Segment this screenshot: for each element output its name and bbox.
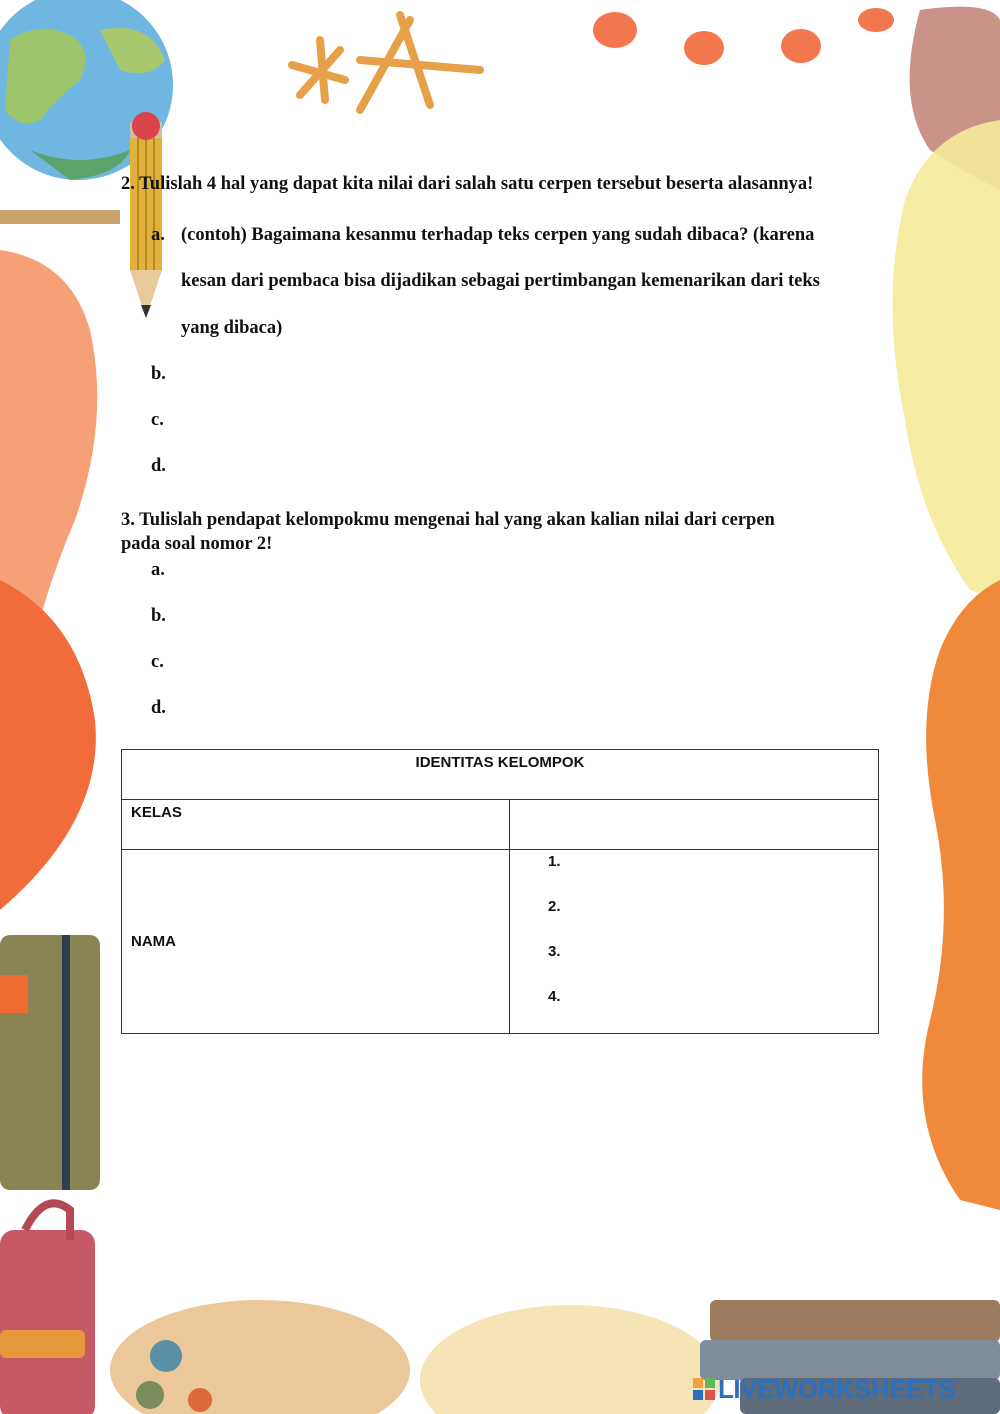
identity-table-header: IDENTITAS KELOMPOK: [122, 750, 879, 800]
question-2-option-b-letter: b.: [151, 364, 166, 384]
question-2-option-a-line1: (contoh) Bagaimana kesanmu terhadap teks cerpen yang sudah dibaca? (karena: [181, 225, 815, 245]
table-row-kelas: [122, 800, 879, 850]
member-item-3[interactable]: 3.: [548, 943, 561, 960]
question-3-option-d-letter: d.: [151, 698, 166, 718]
question-3-option-a-letter: a.: [151, 560, 165, 580]
question-2-option-a-line3: yang dibaca): [181, 318, 283, 338]
member-item-4[interactable]: 4.: [548, 988, 561, 1005]
question-3-title-line2: pada soal nomor 2!: [121, 534, 273, 554]
liveworksheets-logo-icon: [693, 1378, 715, 1400]
question-3-option-b-letter: b.: [151, 606, 166, 626]
table-row-nama: [122, 850, 879, 1034]
question-2-option-a-letter: a.: [151, 225, 165, 245]
members-cell: [510, 850, 879, 1034]
kelas-label: KELAS: [122, 800, 510, 850]
question-2-option-d-letter: d.: [151, 456, 166, 476]
identity-table: [121, 749, 879, 1034]
member-item-1[interactable]: 1.: [548, 853, 561, 870]
question-3-option-c-letter: c.: [151, 652, 164, 672]
nama-label: NAMA: [122, 850, 510, 1034]
question-2-option-a-line2: kesan dari pembaca bisa dijadikan sebagai pertimbangan kemenarikan dari teks: [181, 271, 820, 291]
member-item-2[interactable]: 2.: [548, 898, 561, 915]
question-2-title: 2. Tulislah 4 hal yang dapat kita nilai dari salah satu cerpen tersebut beserta alasannya!: [121, 174, 814, 194]
table-header-row: [122, 750, 879, 800]
members-list: [510, 850, 878, 1033]
question-2-option-c-letter: c.: [151, 410, 164, 430]
kelas-value-field[interactable]: [510, 800, 879, 850]
question-3-title-line1: 3. Tulislah pendapat kelompokmu mengenai hal yang akan kalian nilai dari cerpen: [121, 510, 775, 530]
liveworksheets-brand: LIVEWORKSHEETS: [718, 1374, 956, 1404]
